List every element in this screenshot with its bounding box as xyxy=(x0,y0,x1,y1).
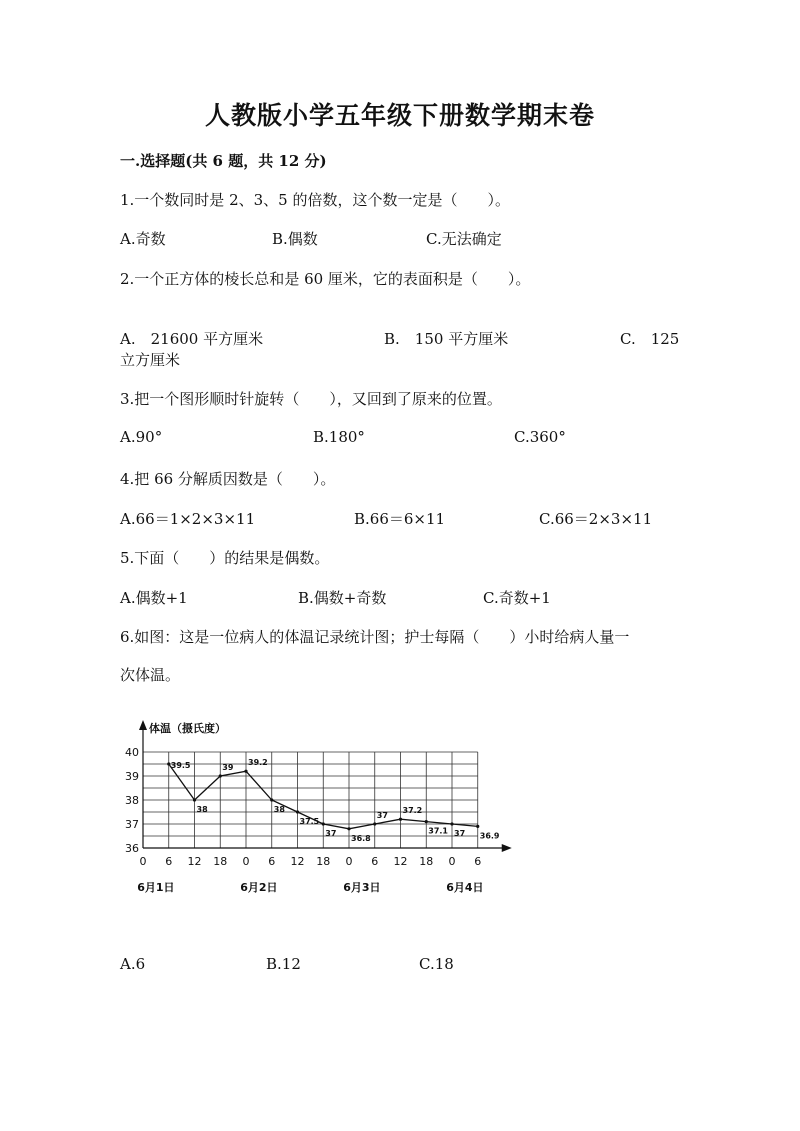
data-point xyxy=(476,825,479,828)
q1-option-b[interactable]: B.偶数 xyxy=(272,230,318,248)
data-label: 37 xyxy=(325,829,337,838)
x-tick-label: 18 xyxy=(419,855,434,868)
x-tick-label: 12 xyxy=(393,855,408,868)
q3-option-b[interactable]: B.180° xyxy=(313,428,365,446)
date-label: 6月4日 xyxy=(446,881,484,894)
data-point xyxy=(322,822,325,825)
data-label: 37 xyxy=(376,811,388,820)
x-tick-label: 0 xyxy=(448,855,456,868)
date-label: 6月3日 xyxy=(343,881,381,894)
q6-option-c[interactable]: C.18 xyxy=(419,955,454,973)
data-label: 36.8 xyxy=(351,833,371,843)
data-point xyxy=(347,827,350,830)
q2-option-a[interactable]: A. 21600 平方厘米 xyxy=(120,330,264,348)
y-tick-label: 39 xyxy=(125,770,139,783)
y-tick-label: 36 xyxy=(125,842,139,855)
question-4: 4.把 66 分解质因数是（ ）。 xyxy=(120,470,336,488)
q5-option-c[interactable]: C.奇数+1 xyxy=(483,589,551,607)
x-tick-label: 6 xyxy=(165,855,173,868)
q5-option-b[interactable]: B.偶数+奇数 xyxy=(298,589,387,607)
q6-option-b[interactable]: B.12 xyxy=(266,955,301,973)
q1-option-a[interactable]: A.奇数 xyxy=(120,230,166,248)
data-point xyxy=(219,774,222,777)
q3-option-c[interactable]: C.360° xyxy=(514,428,566,446)
question-6-line-2: 次体温。 xyxy=(120,666,181,684)
data-label: 36.9 xyxy=(479,831,500,841)
date-label: 6月1日 xyxy=(137,881,175,894)
x-tick-label: 12 xyxy=(187,855,202,868)
q6-option-a[interactable]: A.6 xyxy=(120,955,146,973)
question-5: 5.下面（ ）的结果是偶数。 xyxy=(120,549,330,567)
data-point xyxy=(450,822,453,825)
data-point xyxy=(373,822,376,825)
data-label: 39.2 xyxy=(248,758,268,768)
x-tick-label: 18 xyxy=(213,855,228,868)
x-tick-label: 0 xyxy=(139,855,147,868)
data-label: 37.2 xyxy=(402,806,423,816)
data-label: 37 xyxy=(454,829,466,838)
x-tick-label: 0 xyxy=(345,855,353,868)
x-tick-label: 12 xyxy=(290,855,305,868)
x-tick-label: 0 xyxy=(242,855,250,868)
date-label: 6月2日 xyxy=(240,881,278,894)
data-point xyxy=(270,798,273,801)
q4-option-c[interactable]: C.66＝2×3×11 xyxy=(539,510,653,528)
data-label: 38 xyxy=(273,805,285,814)
question-3: 3.把一个图形顺时针旋转（ ），又回到了原来的位置。 xyxy=(120,390,502,408)
q3-option-a[interactable]: A.90° xyxy=(120,428,163,446)
q1-option-c[interactable]: C.无法确定 xyxy=(426,230,502,248)
x-tick-label: 18 xyxy=(316,855,331,868)
x-tick-label: 6 xyxy=(474,855,482,868)
data-label: 39.5 xyxy=(170,761,191,770)
question-2: 2.一个正方体的棱长总和是 60 厘米，它的表面积是（ ）。 xyxy=(120,270,531,288)
data-point xyxy=(244,770,247,773)
data-label: 38 xyxy=(196,805,208,814)
q4-option-a[interactable]: A.66＝1×2×3×11 xyxy=(120,510,256,528)
data-point xyxy=(296,810,299,813)
data-label: 39 xyxy=(222,763,234,772)
page-title: 人教版小学五年级下册数学期末卷 xyxy=(204,101,595,130)
y-tick-label: 38 xyxy=(125,794,139,807)
data-point xyxy=(399,818,402,821)
data-point xyxy=(193,798,196,801)
question-6-line-1: 6.如图：这是一位病人的体温记录统计图；护士每隔（ ）小时给病人量一 xyxy=(120,628,630,646)
q2-option-c-wrap: 立方厘米 xyxy=(120,351,181,369)
y-tick-label: 40 xyxy=(125,746,139,759)
y-axis-label: 体温（摄氏度） xyxy=(149,722,226,735)
x-axis-arrow-icon xyxy=(502,844,512,852)
y-tick-label: 37 xyxy=(125,818,139,831)
data-label: 37.5 xyxy=(299,817,320,826)
q4-option-b[interactable]: B.66＝6×11 xyxy=(354,510,446,528)
x-tick-label: 6 xyxy=(268,855,276,868)
y-axis-arrow-icon xyxy=(139,720,147,730)
q2-option-c[interactable]: C. 125 xyxy=(620,330,680,348)
data-label: 37.1 xyxy=(428,826,448,836)
q5-option-a[interactable]: A.偶数+1 xyxy=(120,589,188,607)
section-heading: 一.选择题(共 6 题，共 12 分) xyxy=(120,152,327,170)
q2-option-b[interactable]: B. 150 平方厘米 xyxy=(384,330,509,348)
x-tick-label: 6 xyxy=(371,855,379,868)
question-1: 1.一个数同时是 2、3、5 的倍数，这个数一定是（ ）。 xyxy=(120,191,510,209)
data-point xyxy=(425,820,428,823)
